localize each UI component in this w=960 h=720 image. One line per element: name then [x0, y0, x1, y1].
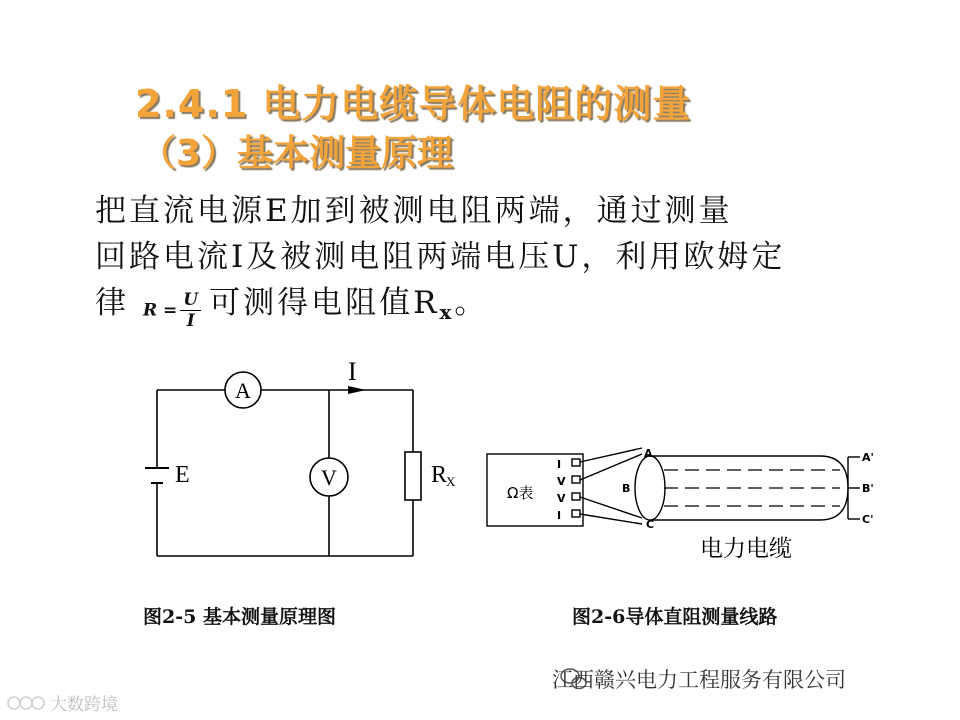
- near-end-c: C: [646, 518, 655, 531]
- current-arrow: [348, 386, 366, 394]
- voltmeter-label: V: [321, 465, 337, 490]
- resistor-label: R: [431, 462, 448, 488]
- paragraph-line-3-end: 。: [454, 285, 489, 321]
- wechat-account-name: 江西赣兴电力工程服务有限公司: [552, 668, 846, 692]
- lead-v1: [580, 454, 642, 480]
- cable-label: 电力电缆: [700, 536, 792, 562]
- terminal-3: [572, 493, 580, 500]
- ohmmeter-box: [487, 454, 583, 526]
- formula-numerator: U: [180, 290, 201, 311]
- cable-conductors: [664, 470, 840, 506]
- terminal-1: [572, 459, 580, 466]
- terminal-label-4: I: [557, 509, 562, 522]
- terminal-label-2: V: [557, 475, 566, 488]
- resistor-box: [405, 452, 421, 500]
- lead-i1: [580, 448, 642, 462]
- figure-2-5-caption: 图2-5 基本测量原理图: [143, 606, 336, 628]
- paragraph-line-3-text: 可测得电阻值R: [209, 285, 440, 321]
- terminal-label-3: V: [557, 492, 566, 505]
- near-end-b: B: [622, 482, 631, 495]
- current-label: I: [348, 357, 357, 386]
- far-end-a: A': [862, 451, 874, 464]
- ammeter-label: A: [235, 378, 251, 403]
- watermark-text: 大数跨境: [50, 695, 118, 715]
- formula-denominator: I: [186, 311, 195, 332]
- ohmmeter-label: Ω表: [507, 484, 534, 502]
- paragraph-subscript: x: [439, 300, 455, 324]
- paragraph-line-3-prefix: 律: [95, 285, 129, 321]
- figure-2-6-caption: 图2-6导体直阻测量线路: [572, 606, 778, 628]
- slide-title: 2.4.1 电力电缆导体电阻的测量: [135, 82, 692, 126]
- cable-measurement-diagram: [487, 448, 860, 526]
- paragraph-line-1: 把直流电源E加到被测电阻两端，通过测量: [95, 193, 733, 229]
- paragraph-line-2: 回路电流I及被测电阻两端电压U，利用欧姆定: [95, 239, 786, 275]
- terminal-label-1: I: [557, 458, 562, 471]
- far-end-c: C': [862, 513, 874, 526]
- watermark-logo-icon: [8, 697, 44, 709]
- terminal-2: [572, 476, 580, 483]
- resistor-subscript: X: [446, 474, 456, 489]
- source-label: E: [175, 462, 190, 488]
- terminal-4: [572, 510, 580, 517]
- slide-subtitle: （3）基本测量原理: [140, 133, 454, 174]
- formula-lhs: R =: [143, 300, 178, 321]
- far-end-b: B': [862, 482, 874, 495]
- cable-end-near: [635, 456, 665, 520]
- near-end-a: A: [644, 447, 653, 460]
